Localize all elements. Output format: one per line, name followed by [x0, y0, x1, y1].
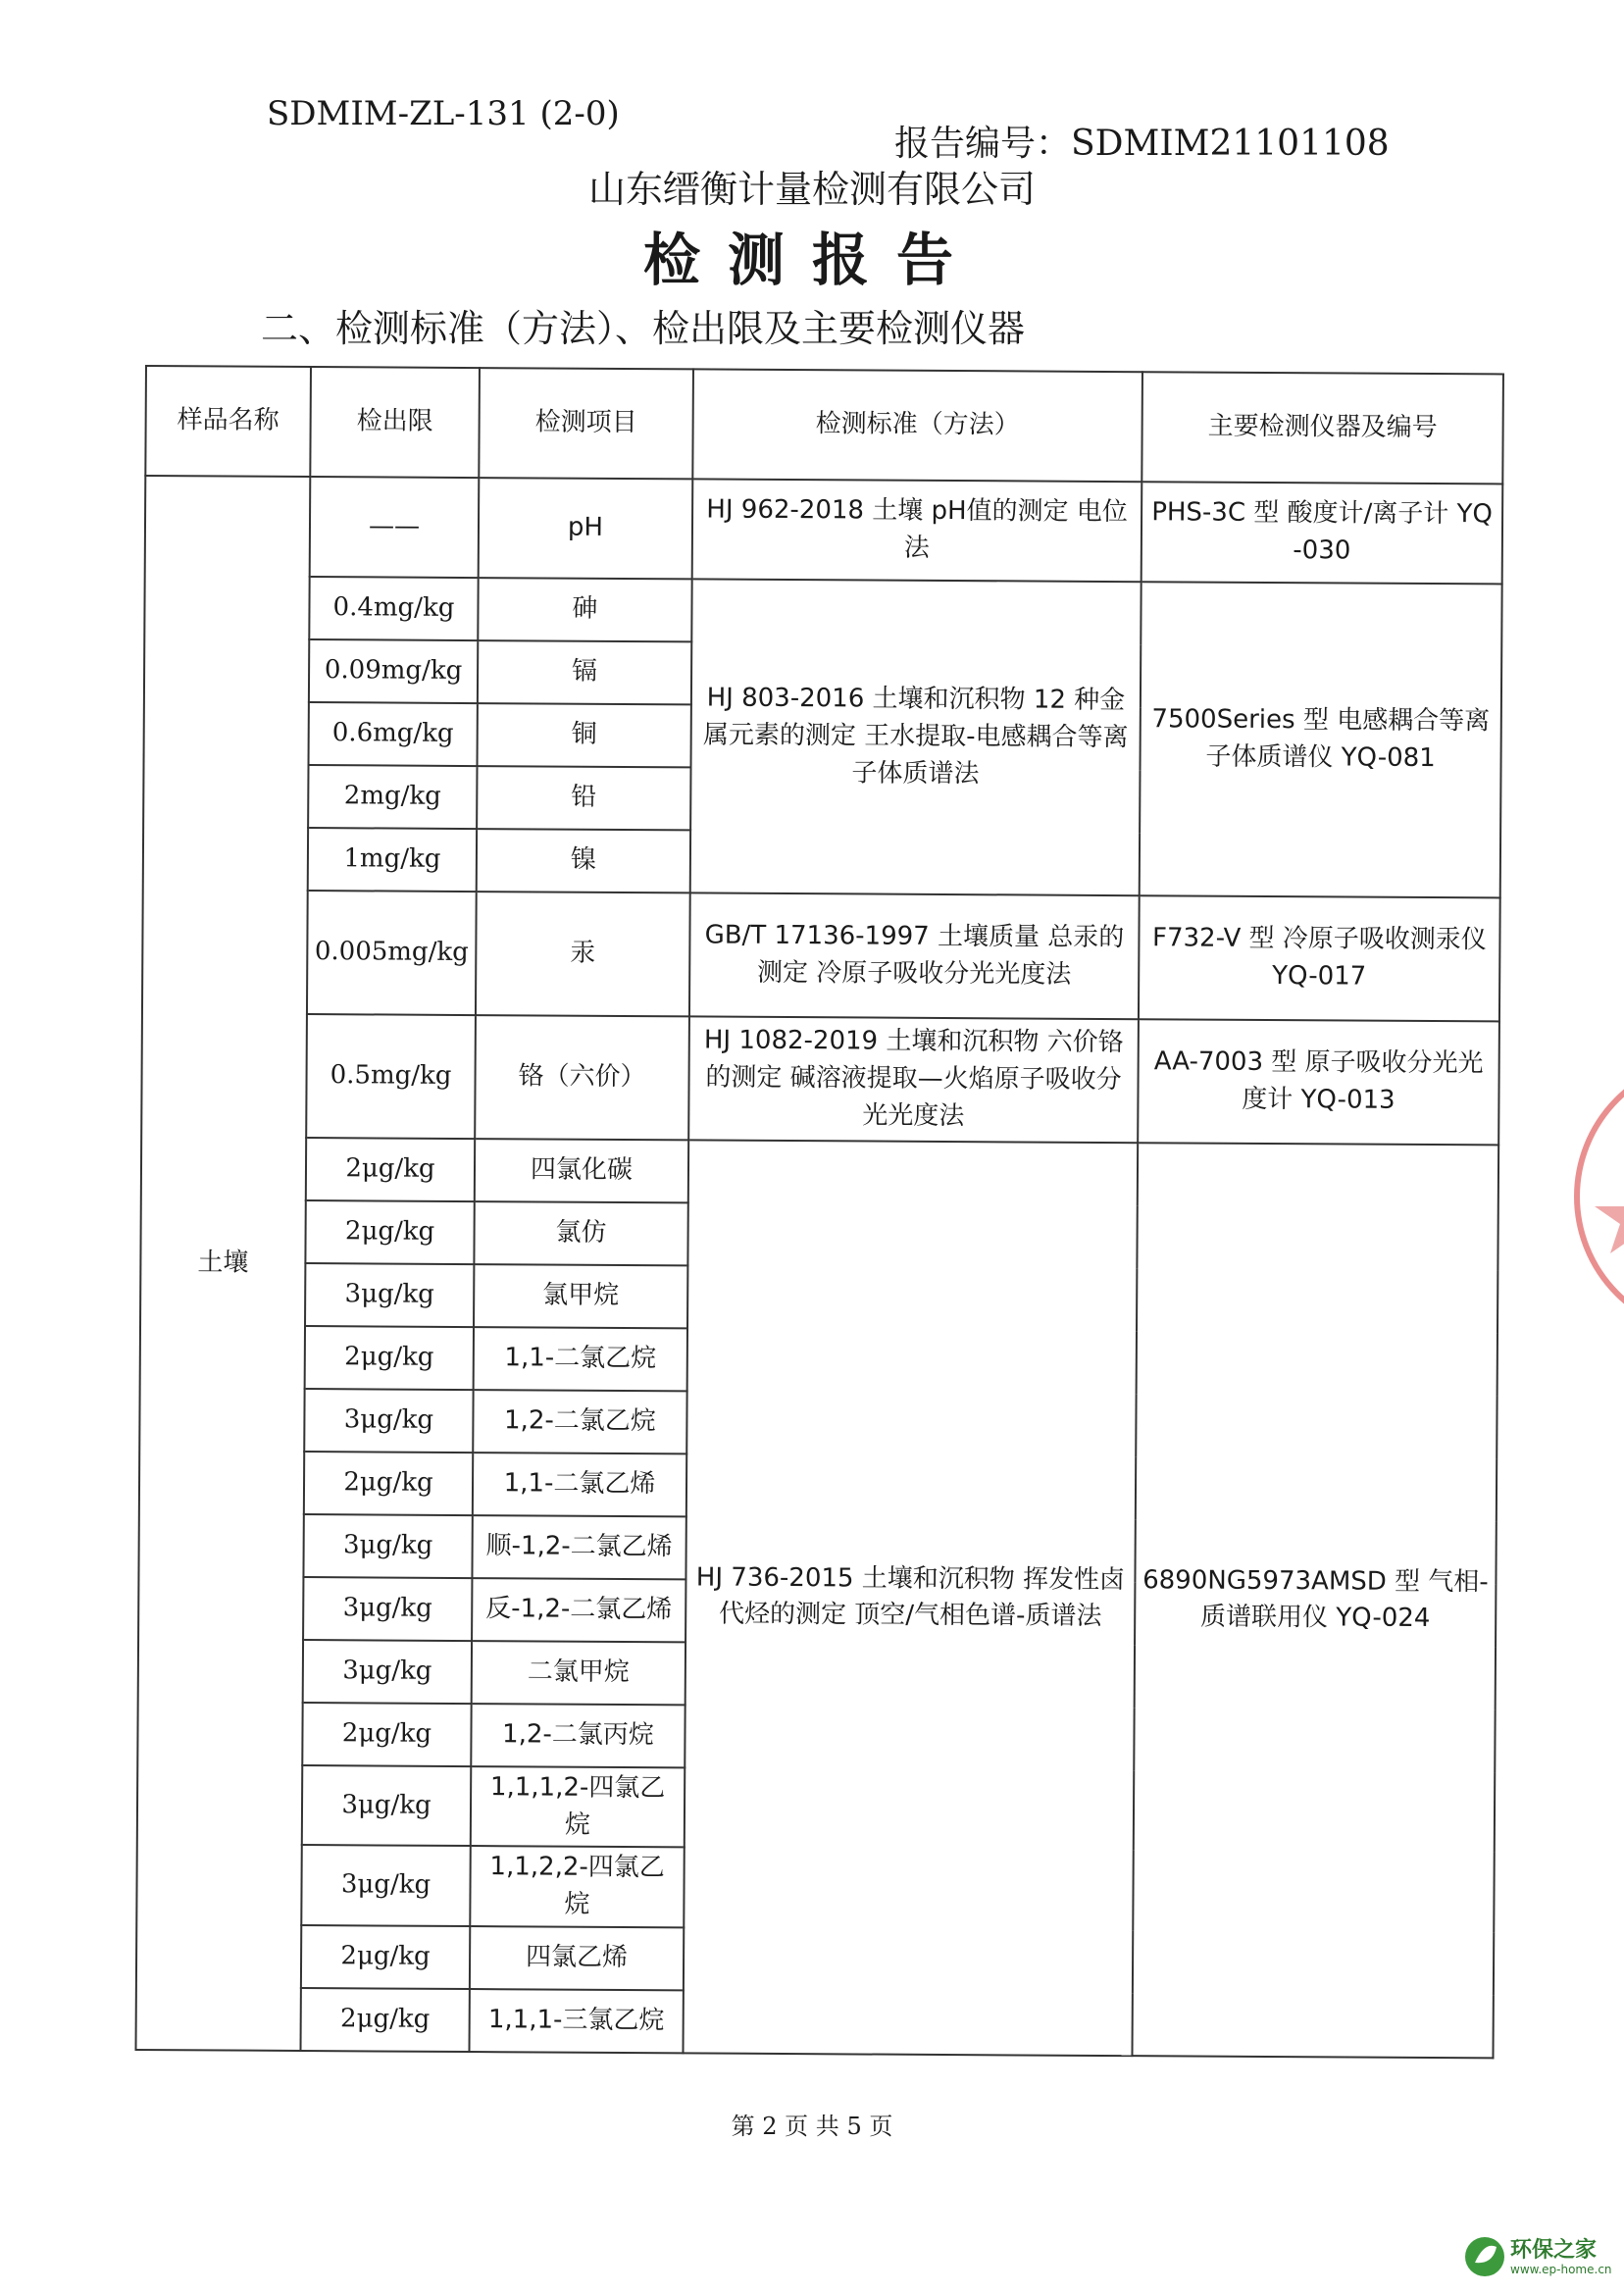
test-item-cell: 1,2-二氯乙烷 [473, 1390, 686, 1453]
detection-limit-cell: 0.6mg/kg [309, 702, 478, 766]
section-title: 二、检测标准（方法）、检出限及主要检测仪器 [261, 307, 1026, 350]
standards-table [135, 365, 1504, 2059]
header-limit: 检出限 [310, 367, 480, 478]
header-method: 检测标准（方法） [692, 369, 1142, 482]
test-item-cell: 氯甲烷 [474, 1264, 687, 1328]
test-item-cell: 1,1-二氯乙烷 [474, 1327, 687, 1391]
test-item-cell: 镍 [477, 829, 690, 892]
detection-limit-cell: 0.005mg/kg [307, 891, 477, 1015]
test-item-cell: 砷 [478, 578, 691, 641]
detection-limit-cell: 2μg/kg [305, 1200, 474, 1264]
header-instrument: 主要检测仪器及编号 [1142, 372, 1503, 484]
test-item-cell: 镉 [478, 640, 691, 704]
instrument-cell: F732-V 型 冷原子吸收测汞仪 YQ-017 [1139, 895, 1500, 1021]
method-cell: GB/T 17136-1997 土壤质量 总汞的测定 冷原子吸收分光光度法 [689, 892, 1140, 1019]
leaf-icon [1463, 2235, 1506, 2278]
detection-limit-cell: 2μg/kg [304, 1452, 473, 1515]
detection-limit-cell: —— [310, 477, 480, 578]
report-number: 报告编号：SDMIM21101108 [894, 124, 1390, 164]
method-cell: HJ 803-2016 土壤和沉积物 12 种金属元素的测定 王水提取-电感耦合等离子体质谱法 [690, 579, 1142, 895]
sample-name-cell: 土壤 [136, 476, 311, 2051]
detection-limit-cell: 2μg/kg [302, 1703, 471, 1766]
table-row [141, 1137, 1498, 1207]
test-item-cell: 四氯乙烯 [470, 1926, 684, 1990]
test-item-cell: 二氯甲烷 [472, 1641, 685, 1705]
logo-name: 环保之家 [1510, 2238, 1598, 2263]
method-cell: HJ 962-2018 土壤 pH值的测定 电位法 [692, 479, 1142, 582]
test-item-cell: 铅 [477, 766, 690, 830]
document-code: SDMIM-ZL-131 (2-0) [267, 94, 620, 133]
test-item-cell: 顺-1,2-二氯乙烯 [472, 1515, 685, 1579]
table-header-row [145, 366, 1503, 484]
test-item-cell: 铜 [478, 703, 691, 767]
page-number: 第 2 页 共 5 页 [731, 2113, 893, 2140]
header-item: 检测项目 [479, 368, 693, 479]
table-row [145, 476, 1503, 584]
test-item-cell: 铬（六价） [475, 1015, 689, 1140]
test-item-cell: 1,2-二氯丙烷 [471, 1704, 685, 1767]
detection-limit-cell: 0.5mg/kg [306, 1014, 476, 1139]
test-item-cell: 1,1,1,2-四氯乙烷 [471, 1766, 685, 1848]
detection-limit-cell: 2μg/kg [306, 1138, 475, 1201]
detection-limit-cell: 2mg/kg [308, 765, 477, 829]
table-row [142, 890, 1500, 1021]
method-cell: HJ 1082-2019 土壤和沉积物 六价铬的测定 碱溶液提取—火焰原子吸收分光光度法 [688, 1016, 1139, 1143]
page-title: 检测报告 [642, 227, 981, 293]
detection-limit-cell: 0.4mg/kg [309, 577, 478, 640]
detection-limit-cell: 1mg/kg [308, 828, 477, 892]
instrument-cell: PHS-3C 型 酸度计/离子计 YQ-030 [1142, 482, 1503, 584]
detection-limit-cell: 2μg/kg [301, 1925, 470, 1989]
method-cell: HJ 736-2015 土壤和沉积物 挥发性卤代烃的测定 顶空/气相色谱-质谱法 [683, 1140, 1138, 2056]
detection-limit-cell: 0.09mg/kg [309, 639, 478, 703]
test-item-cell: 1,1-二氯乙烯 [473, 1453, 686, 1516]
detection-limit-cell: 2μg/kg [305, 1326, 474, 1390]
detection-limit-cell: 3μg/kg [304, 1389, 473, 1453]
table-row [144, 576, 1501, 646]
detection-limit-cell: 3μg/kg [303, 1640, 472, 1704]
detection-limit-cell: 3μg/kg [301, 1845, 470, 1925]
table-row [141, 1013, 1499, 1145]
test-item-cell: 反-1,2-二氯乙烯 [472, 1578, 685, 1642]
test-item-cell: 四氯化碳 [475, 1139, 688, 1202]
site-logo [1463, 2229, 1610, 2288]
company-name: 山东缙衡计量检测有限公司 [587, 168, 1036, 211]
test-item-cell: 氯仿 [474, 1201, 687, 1265]
test-item-cell: 1,1,1-三氯乙烷 [470, 1989, 684, 2053]
logo-url: www.ep-home.cn [1510, 2263, 1612, 2276]
detection-limit-cell: 3μg/kg [303, 1577, 472, 1641]
instrument-cell: 7500Series 型 电感耦合等离子体质谱仪 YQ-081 [1140, 582, 1502, 897]
red-seal-stamp [1567, 1030, 1624, 1353]
test-item-cell: 汞 [476, 892, 690, 1016]
instrument-cell: AA-7003 型 原子吸收分光光度计 YQ-013 [1138, 1019, 1499, 1145]
test-item-cell: 1,1,2,2-四氯乙烷 [470, 1846, 684, 1927]
test-item-cell: pH [479, 478, 693, 579]
detection-limit-cell: 2μg/kg [301, 1988, 470, 2052]
detection-limit-cell: 3μg/kg [303, 1514, 472, 1578]
header-sample: 样品名称 [145, 366, 311, 477]
detection-limit-cell: 3μg/kg [302, 1765, 471, 1846]
instrument-cell: 6890NG5973AMSD 型 气相-质谱联用仪 YQ-024 [1132, 1143, 1498, 2058]
detection-limit-cell: 3μg/kg [305, 1263, 474, 1327]
